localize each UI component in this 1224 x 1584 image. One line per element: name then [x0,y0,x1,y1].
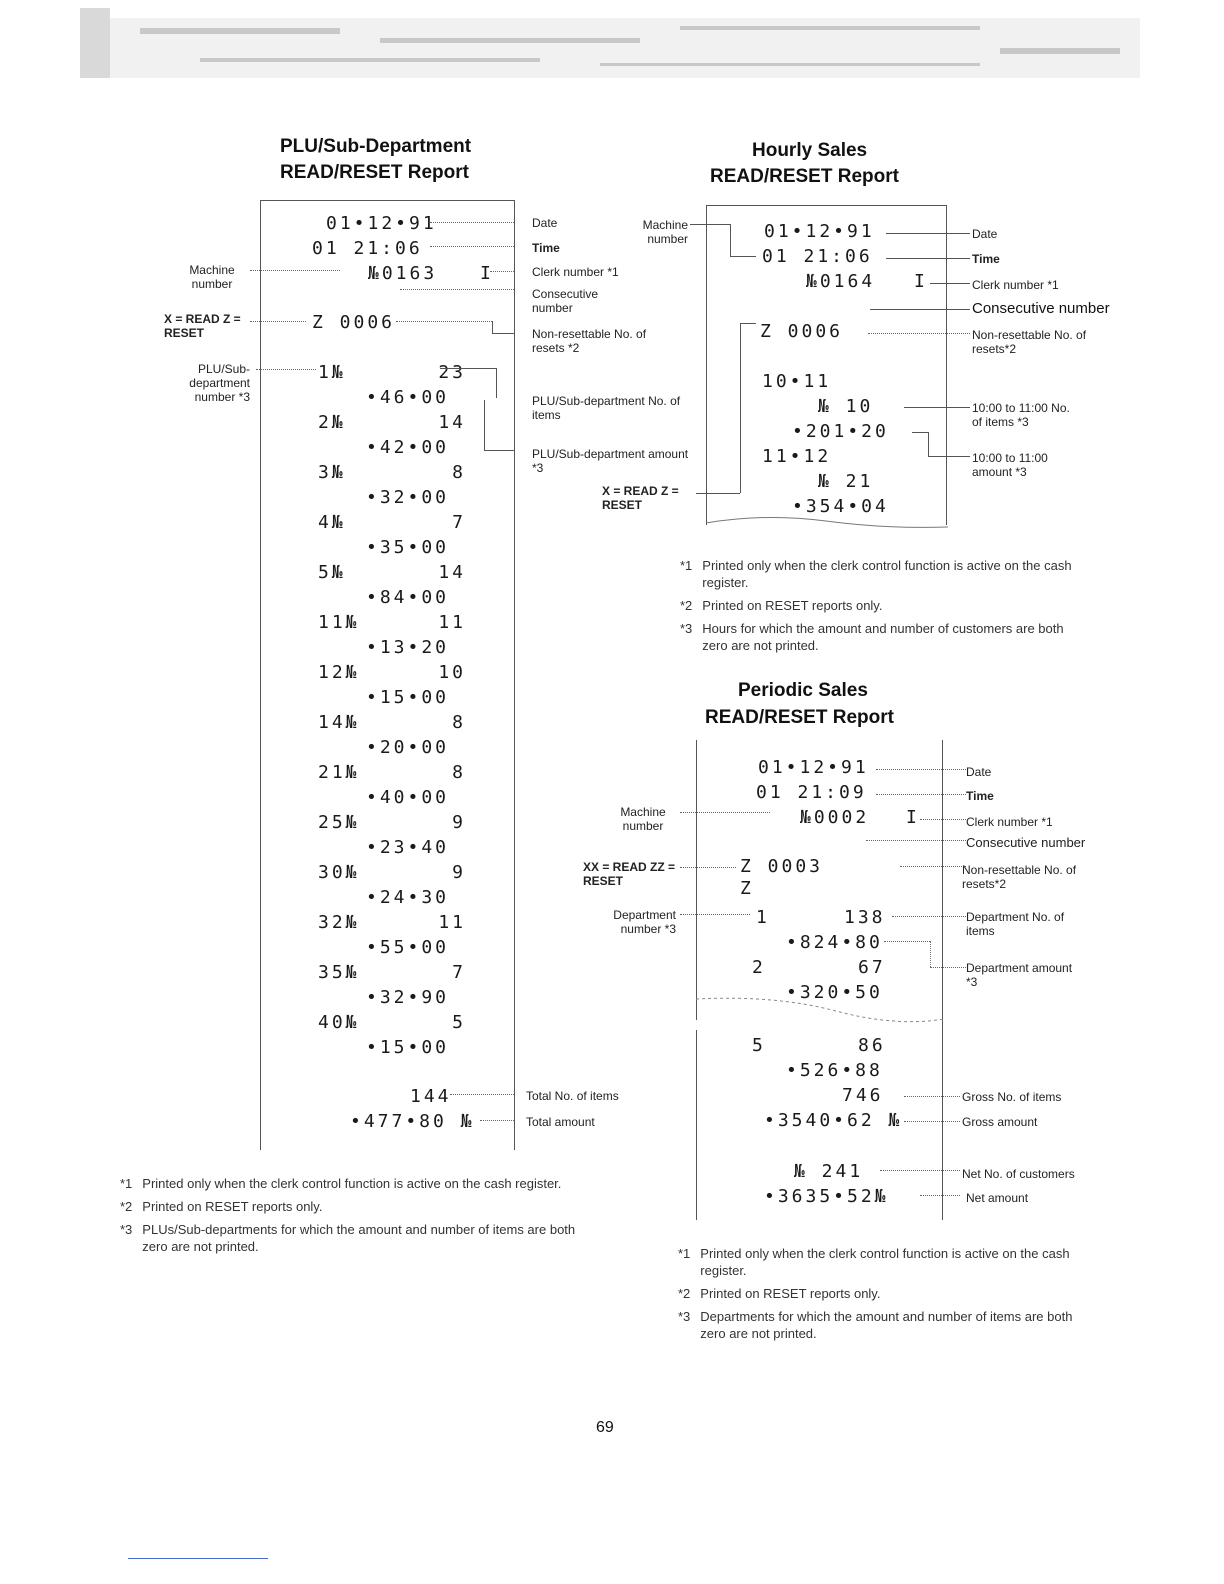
periodic-title-line2: READ/RESET Report [705,707,894,728]
plu-item-amount: •84•00 [366,587,450,608]
hourly-consecutive-label: Consecutive number [972,300,1110,317]
plu-item-number: 5№ [318,562,346,583]
hourly-note3-text: Hours for which the amount and number of customers are both zero are not printed. [702,621,1064,653]
hourly-nonreset-label: Non-resettable No. of resets*2 [972,328,1087,356]
plu-item-qty: 14 [438,412,466,433]
periodic-clerk-consecutive: №0002 [800,807,870,828]
plu-item-amount: •35•00 [366,537,450,558]
periodic-note3-mark: *3 [678,1309,691,1324]
plu-item-amount: •40•00 [366,787,450,808]
hourly-machine-label: Machine number [642,218,688,246]
plu-clerk-label: Clerk number *1 [532,265,619,279]
plu-item-qty: 11 [438,612,466,633]
periodic-date-label: Date [966,765,992,779]
periodic-nonreset-label: Non-resettable No. of resets*2 [962,863,1077,891]
periodic-time: 01 21:09 [756,782,867,803]
plu-item-number: 14№ [318,712,360,733]
periodic-dept-items-label: Department No. of items [966,910,1065,938]
plu-item-qty: 8 [452,462,466,483]
plu-item-amount: •13•20 [366,637,450,658]
hourly-row1-qty: № 10 [818,396,874,417]
periodic-dept1-no: 1 [756,907,770,928]
plu-items-label: PLU/Sub-department No. of items [532,394,681,422]
periodic-dept2-amt: •320•50 [786,982,883,1003]
hourly-notes [680,557,1090,654]
plu-date: 01•12•91 [326,213,437,234]
periodic-customers: № 241 [794,1161,864,1182]
periodic-dept3-qty: 86 [858,1035,886,1056]
plu-item-qty: 10 [438,662,466,683]
plu-clerk-mark: I [480,263,494,284]
hourly-note3-mark: *3 [680,621,693,636]
hourly-note2-mark: *2 [680,598,693,613]
periodic-note1-mark: *1 [678,1246,691,1261]
periodic-time-label: Time [966,789,994,803]
plu-total-items-label: Total No. of items [526,1089,619,1103]
hourly-time-label: Time [972,252,1000,266]
plu-item-qty: 8 [452,762,466,783]
hourly-time: 01 21:06 [762,246,873,267]
plu-item-amount: •23•40 [366,837,450,858]
plu-item-number: 3№ [318,462,346,483]
plu-item-qty: 9 [452,862,466,883]
periodic-dept1-qty: 138 [844,907,886,928]
periodic-clerk-mark: I [906,807,920,828]
plu-note1-text: Printed only when the clerk control function is active on the cash register. [142,1176,562,1191]
plu-item-amount: •55•00 [366,937,450,958]
plu-item-number: 30№ [318,862,360,883]
page-number: 69 [596,1419,614,1436]
hourly-z-counter: Z 0006 [760,321,844,342]
periodic-customers-label: Net No. of customers [962,1167,1075,1181]
periodic-gross-items: 746 [842,1085,884,1106]
periodic-z2: Z [740,878,754,899]
plu-title-line2: READ/RESET Report [280,162,469,183]
plu-item-amount: •32•90 [366,987,450,1008]
scan-noise-band [80,8,1140,98]
periodic-dept-number-label: Department number *3 [613,908,676,936]
plu-note2-mark: *2 [120,1199,133,1214]
bottom-rule [128,1558,268,1559]
plu-item-amount: •24•30 [366,887,450,908]
plu-item-amount: •15•00 [366,1037,450,1058]
periodic-notes [678,1245,1088,1342]
plu-xz-label: X = READ Z = RESET [164,312,241,340]
periodic-gross-items-label: Gross No. of items [962,1090,1062,1104]
periodic-dept2-qty: 67 [858,957,886,978]
plu-clerk-consecutive: №0163 [368,263,438,284]
plu-notes [120,1175,580,1255]
hourly-note2-text: Printed on RESET reports only. [702,598,883,613]
plu-item-amount: •46•00 [366,387,450,408]
periodic-dept1-amt: •824•80 [786,932,883,953]
periodic-dept-amount-label: Department amount *3 [966,961,1073,989]
periodic-dept3-no: 5 [752,1035,766,1056]
plu-item-number: 32№ [318,912,360,933]
plu-machine-label: Machine number [189,263,235,291]
hourly-note1-mark: *1 [680,558,693,573]
plu-time-label: Time [532,241,560,255]
plu-item-qty: 8 [452,712,466,733]
hourly-clerk-mark: I [914,271,928,292]
periodic-xxzz-label: XX = READ ZZ = RESET [583,860,676,888]
hourly-date: 01•12•91 [764,221,875,242]
plu-note1-mark: *1 [120,1176,133,1191]
plu-item-number: 40№ [318,1012,360,1033]
plu-amount-label: PLU/Sub-department amount *3 [532,447,689,475]
plu-item-qty: 11 [438,912,466,933]
periodic-dept2-no: 2 [752,957,766,978]
plu-item-amount: •15•00 [366,687,450,708]
plu-item-number: 11№ [318,612,360,633]
periodic-note3-text: Departments for which the amount and number of items are both zero are not printed. [700,1309,1073,1341]
plu-item-number: 4№ [318,512,346,533]
periodic-machine-label: Machine number [620,805,666,833]
plu-item-number: 35№ [318,962,360,983]
plu-item-number: 21№ [318,762,360,783]
hourly-row1-amt: •201•20 [792,421,889,442]
plu-item-number: 2№ [318,412,346,433]
plu-total-amount-label: Total amount [526,1115,595,1129]
periodic-note1-text: Printed only when the clerk control function is active on the cash register. [700,1246,1070,1278]
periodic-title-line1: Periodic Sales [738,680,868,701]
plu-item-qty: 7 [452,962,466,983]
plu-consecutive-label: Consecutive number [532,287,599,315]
periodic-note2-mark: *2 [678,1286,691,1301]
plu-time: 01 21:06 [312,238,423,259]
plu-z-counter: Z 0006 [312,312,396,333]
hourly-clerk-label: Clerk number *1 [972,278,1059,292]
periodic-dept3-amt: •526•88 [786,1060,883,1081]
periodic-consecutive-label: Consecutive number [966,835,1086,850]
plu-total-amount: •477•80 № [350,1111,475,1132]
periodic-gross-amount-label: Gross amount [962,1115,1038,1129]
plu-date-label: Date [532,216,558,230]
periodic-net-amount: •3635•52№ [764,1186,889,1207]
hourly-note1-text: Printed only when the clerk control function is active on the cash register. [702,558,1072,590]
plu-total-items: 144 [410,1086,452,1107]
plu-note3-text: PLUs/Sub-departments for which the amount and number of items are both zero are not printed. [142,1222,576,1254]
hourly-items-label: 10:00 to 11:00 No. of items *3 [972,401,1070,429]
periodic-note2-text: Printed on RESET reports only. [700,1286,881,1301]
hourly-row2-qty: № 21 [818,471,874,492]
plu-item-number: 1№ [318,362,346,383]
plu-item-amount: •32•00 [366,487,450,508]
plu-item-number: 25№ [318,812,360,833]
plu-item-number: 12№ [318,662,360,683]
periodic-gross-amount: •3540•62 № [764,1110,903,1131]
plu-number-label: PLU/Sub- department number *3 [189,362,250,404]
periodic-date: 01•12•91 [758,757,869,778]
hourly-date-label: Date [972,227,998,241]
hourly-row2-hour: 11•12 [762,446,832,467]
plu-item-amount: •20•00 [366,737,450,758]
hourly-title-line2: READ/RESET Report [710,166,899,187]
plu-note3-mark: *3 [120,1222,133,1237]
plu-item-qty: 9 [452,812,466,833]
hourly-amount-label: 10:00 to 11:00 amount *3 [972,451,1048,479]
hourly-row1-hour: 10•11 [762,371,832,392]
hourly-clerk-consecutive: №0164 [806,271,876,292]
plu-item-amount: •42•00 [366,437,450,458]
hourly-row2-amt: •354•04 [792,496,889,517]
plu-xz2-label: X = READ Z = RESET [602,484,679,512]
periodic-z-counter: Z 0003 [740,856,824,877]
plu-item-qty: 7 [452,512,466,533]
plu-item-qty: 14 [438,562,466,583]
periodic-clerk-label: Clerk number *1 [966,815,1053,829]
periodic-net-amount-label: Net amount [966,1191,1029,1205]
plu-item-qty: 23 [438,362,466,383]
plu-item-qty: 5 [452,1012,466,1033]
hourly-title-line1: Hourly Sales [752,140,868,161]
plu-nonreset-label: Non-resettable No. of resets *2 [532,327,647,355]
plu-title-line1: PLU/Sub-Department [280,136,472,157]
plu-note2-text: Printed on RESET reports only. [142,1199,323,1214]
